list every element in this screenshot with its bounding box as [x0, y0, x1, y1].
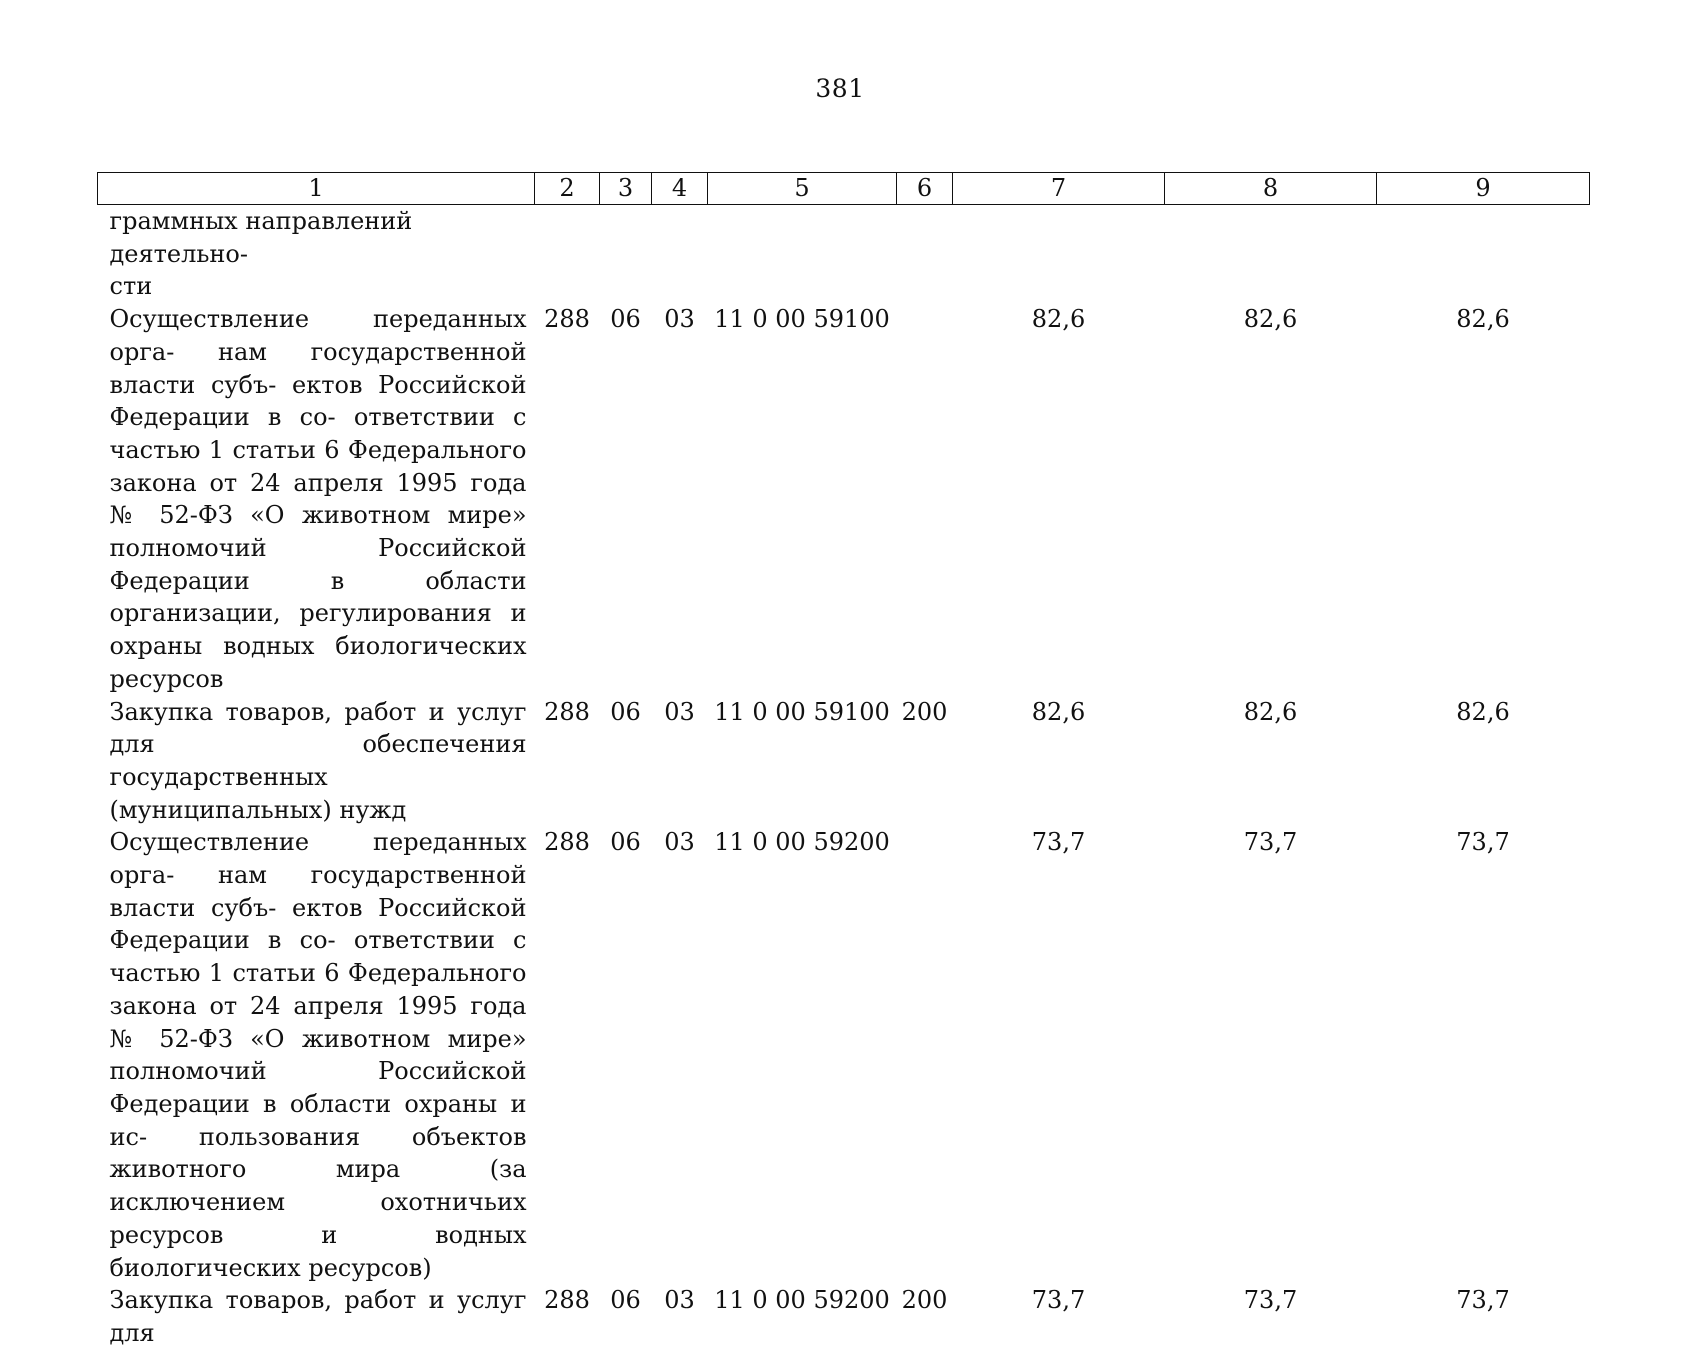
- cell-col-2: 288: [544, 828, 590, 857]
- cell-col-3: 06: [610, 697, 641, 726]
- cell-col-2: 288: [544, 1286, 590, 1315]
- cell-col-7: 73,7: [1031, 828, 1086, 857]
- cell-col-6: [897, 303, 953, 695]
- table-row: [98, 696, 1590, 827]
- cell-col-4: 03: [664, 1286, 695, 1315]
- table-row: [98, 826, 1590, 1284]
- table-body: [98, 205, 1590, 1350]
- cell-col-3: 06: [610, 305, 641, 334]
- header-col-4: 4: [652, 173, 708, 205]
- cell-col-7: 82,6: [1031, 305, 1086, 334]
- cell-col-3: 06: [610, 828, 641, 857]
- cell-col-6: [897, 205, 953, 304]
- cell-col-5: 11 0 00 59100: [714, 305, 890, 334]
- cell-col-8: 82,6: [1243, 305, 1298, 334]
- cell-col-4: [652, 205, 708, 304]
- row-description: Закупка товаров, работ и услуг для: [109, 1286, 527, 1347]
- row-description: [98, 205, 535, 304]
- header-col-5: 5: [708, 173, 897, 205]
- cell-col-6: 200: [901, 697, 948, 726]
- cell-col-8: 73,7: [1243, 828, 1298, 857]
- cell-col-4: 03: [664, 305, 695, 334]
- table-header: [98, 173, 1590, 205]
- row-description: Закупка товаров, работ и услуг для обеспечения государственных (муниципальных) нужд: [109, 697, 527, 824]
- cell-col-7: 82,6: [1031, 697, 1086, 726]
- page-number: 381: [815, 74, 865, 103]
- header-col-7: 7: [953, 173, 1165, 205]
- cell-col-4: 03: [664, 828, 695, 857]
- header-col-8: 8: [1165, 173, 1377, 205]
- cell-col-9: 73,7: [1456, 1286, 1510, 1315]
- cell-col-6: [897, 826, 953, 1284]
- cell-col-3: 06: [610, 1286, 641, 1315]
- cell-col-5: 11 0 00 59200: [714, 1286, 890, 1315]
- cell-col-8: 73,7: [1243, 1286, 1298, 1315]
- cell-col-6: 200: [901, 1286, 948, 1315]
- cell-col-5: [708, 205, 897, 304]
- row-description: Осуществление переданных орга- нам государственной власти субъ- ектов Российской Федерации в со- ответствии с частью 1 статьи 6 Федерального закона от 24 апреля 1995 года № 52-ФЗ «О животном мире» полномочий Российской Федерации в области охраны и ис- пользования объектов животного мира (за исключением охотничьих ресурсов и водных биологических ресурсов): [109, 828, 527, 1282]
- cell-col-8: 82,6: [1243, 697, 1298, 726]
- table-row: [98, 303, 1590, 695]
- header-col-9: 9: [1377, 173, 1590, 205]
- cell-col-3: [600, 205, 652, 304]
- header-col-3: 3: [600, 173, 652, 205]
- cell-col-8: [1165, 205, 1377, 304]
- row-description: Осуществление переданных орга- нам государственной власти субъ- ектов Российской Федерации в со- ответствии с частью 1 статьи 6 Федерального закона от 24 апреля 1995 года № 52-ФЗ «О животном мире» полномочий Российской Федерации в области организации, регулирования и охраны водных биологических ресурсов: [109, 305, 527, 693]
- table-row: [98, 1284, 1590, 1349]
- cell-col-5: 11 0 00 59100: [714, 697, 890, 726]
- cell-col-9: 82,6: [1456, 697, 1510, 726]
- header-col-1: 1: [98, 173, 535, 205]
- cell-col-5: 11 0 00 59200: [714, 828, 890, 857]
- cell-col-9: [1377, 205, 1590, 304]
- cell-col-2: [535, 205, 600, 304]
- cell-col-2: 288: [544, 305, 590, 334]
- cell-col-2: 288: [544, 697, 590, 726]
- header-row: [98, 173, 1590, 205]
- cell-col-9: 82,6: [1456, 305, 1510, 334]
- budget-table: [97, 172, 1590, 1350]
- table-row: [98, 205, 1590, 304]
- cell-col-7: [953, 205, 1165, 304]
- row-description-text: граммных направлений деятельно- сти: [109, 207, 413, 301]
- cell-col-9: 73,7: [1456, 828, 1510, 857]
- cell-col-7: 73,7: [1031, 1286, 1086, 1315]
- header-col-2: 2: [535, 173, 600, 205]
- cell-col-4: 03: [664, 697, 695, 726]
- header-col-6: 6: [897, 173, 953, 205]
